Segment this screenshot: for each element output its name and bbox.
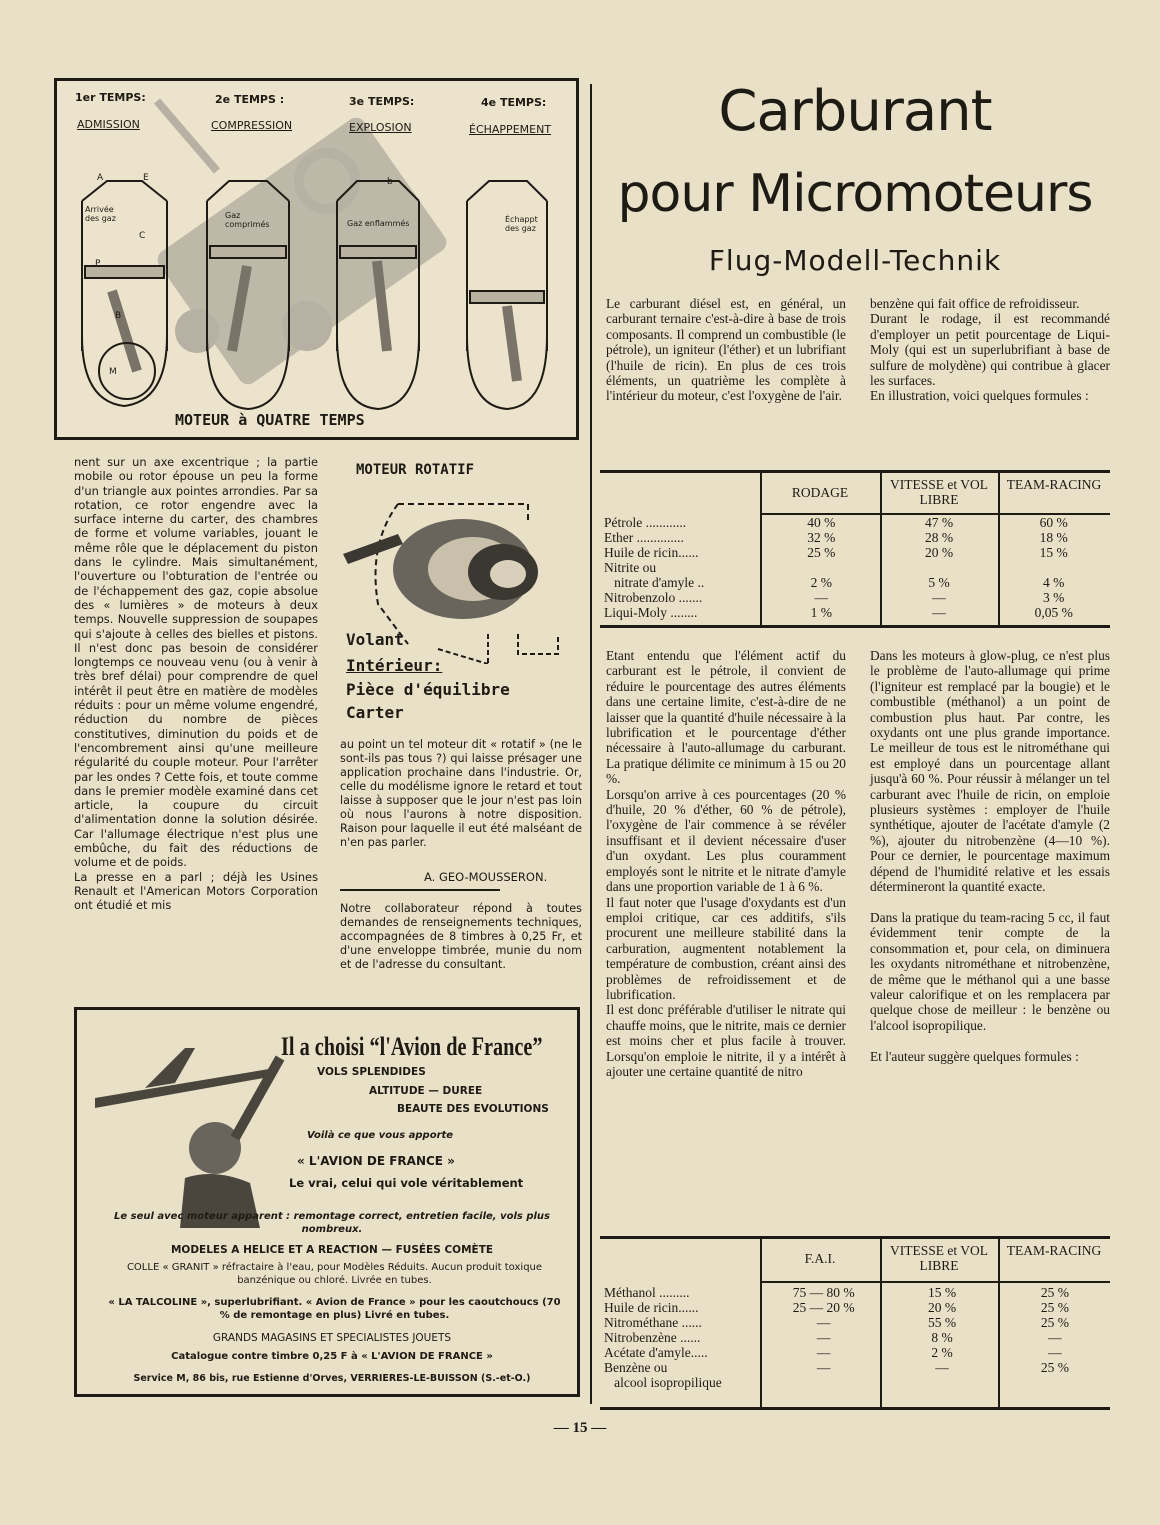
- article-title-line1: Carburant: [718, 79, 992, 144]
- stage-1-name: ADMISSION: [77, 118, 140, 131]
- four-stroke-diagram: [54, 78, 579, 440]
- table-row: [600, 1330, 1110, 1345]
- table-cell: 75 — 80 %: [792, 1285, 855, 1300]
- label-piece: Pièce d'équilibre: [346, 680, 510, 699]
- ad-line-vrai: Le vrai, celui qui vole véritablement: [289, 1176, 524, 1190]
- ad-headline: Il a choisi “l'Avion de France”: [281, 1032, 543, 1061]
- label-gaz-compresses: Gaz comprimés: [225, 211, 270, 229]
- stage-2-number: 2e TEMPS :: [215, 93, 285, 106]
- table-row: [600, 575, 1110, 590]
- table-cell: —: [816, 1345, 831, 1360]
- table2-bottom-rule: [600, 1407, 1110, 1410]
- table-cell: 0,05 %: [1034, 605, 1073, 620]
- ad-line-catalogue: Catalogue contre timbre 0,25 F à « L'AVION DE FRANCE »: [171, 1351, 493, 1362]
- table1-header-rodage: RODAGE: [791, 485, 849, 500]
- table-cell: 25 — 20 %: [792, 1300, 855, 1315]
- table-cell: 28 %: [924, 530, 954, 545]
- label-carter: Carter: [346, 703, 404, 722]
- body-column-1: Etant entendu que l'élément actif du carburant est le pétrole, il convient de réduire le pourcentage des autres éléments dans une certaine limite, c'est-à-dire de ne laisser que la quantité d'huile nécessaire à la lubrification et le pourcentage d'éther nécessaire à l'auto-allumage du carburant. La pratique délimite ce minimum à 15 ou 20 %. Lorsqu'on arrive à ces pourcentages (20 % d'huile, 20 % d'éther, 60 % de pétrole), l'oxygène de l'air commence à se révéler insuffisant et il devient nécessaire d'user d'un oxydant. Les plus couramment employés sont le nitrite et le nitrate d'amyle dans une proportion variable de 1 à 6 %. Il faut noter que l'usage d'oxydants est d'un emploi critique, car ces additifs, s'ils procurent une meilleure stabilité dans la carburation, augmentent notablement la température de combustion, créant ainsi des problèmes de refroidissement et de lubrification. Il est donc préférable d'utiliser le nitrate qui chauffe moins, que le nitrite, mais ce dernier est moins cher et plus facile à trouver. Lorsqu'on emploie le nitrite, il y a intérêt à ajouter une certaine quantité de nitro: [606, 648, 846, 1079]
- label-arrivee: Arrivée des gaz: [85, 205, 116, 223]
- table-row: [600, 1315, 1110, 1330]
- row-label: alcool isopropilique: [604, 1375, 722, 1390]
- table-cell: [881, 560, 998, 575]
- table-cell: —: [1048, 1345, 1062, 1360]
- table-cell: 2 %: [810, 575, 832, 590]
- label-C: C: [139, 231, 146, 241]
- ad-line-moteur: Le seul avec moteur apparent : remontage correct, entretien facile, vols plus nombreux.: [114, 1211, 550, 1235]
- left-column-text: nent sur un axe excentrique ; la partie mobile ou rotor épouse un peu la forme d'un triangle aux pointes arrondies. Par sa rotation, ce rotor engendre avec la surface interne du carter, des chambres de forme et volume variables, jouant le même rôle que le déplacement du piston dans le cylindre. Mais simultanément, l'ouverture ou l'obturation de l'entrée ou de l'échappement des gaz, copie absolue des « lumières » de moteurs à deux temps. Nouvelle suppression de soupapes qui s'ajoute à celles des bielles et pistons. Il n'est donc pas besoin de considérer longtemps ce nouveau venu (ou à venir à très bref délai) pour comprendre de quel intérêt il peut être en matière de modèles réduits : pour un même volume engendré, réduction du nombre de pièces constitutives, diminution du poids et de l'encombrement ainsi qu'une meilleure régularité du couple moteur. Pour l'arrêter par les ondes ? Cette fois, et toute comme dans le premier modèle examiné dans cet article, la coupure du circuit d'alimentation donne la solution désirée. Car l'allumage électrique n'est plus une embûche, du fait des réductions de volume et de poids. La presse en a parl ; déjà les Usines Renault et l'American Motors Corporation ont étudié et mis: [74, 455, 318, 913]
- middle-column-text: au point un tel moteur dit « rotatif » (ne le sont-ils pas tous ?) qui laisse présager une application prochaine dans l'industrie. Or, celle du modélisme ignore le retard et tout laisse à supposer que le jour n'est pas loin où nous l'aurons à notre disposition. Raison pour laquelle il eut été malséant de n'en pas parler.: [340, 738, 582, 849]
- table-cell: 40 %: [807, 515, 836, 530]
- label-E: E: [143, 173, 149, 183]
- table1-header-team: TEAM-RACING: [1006, 477, 1102, 492]
- table2: [600, 1239, 1110, 1407]
- article-subtitle: Flug-Modell-Technik: [708, 244, 1002, 277]
- table1-bottom-rule: [600, 625, 1110, 628]
- ad-line-voila: Voilà ce que vous apporte: [307, 1130, 454, 1141]
- row-label: nitrate d'amyle ..: [604, 575, 705, 590]
- table2-header-vitesse: VITESSE et VOL LIBRE: [890, 1243, 988, 1273]
- label-B: B: [115, 311, 122, 321]
- table-row: [600, 1360, 1110, 1375]
- ad-line-magasins: GRANDS MAGASINS ET SPECIALISTES JOUETS: [212, 1332, 452, 1344]
- table-cell: [763, 1375, 884, 1390]
- stage-4-number: 4e TEMPS:: [481, 96, 547, 109]
- table-row: [600, 590, 1110, 605]
- label-echappement: Échappt des gaz: [505, 215, 538, 233]
- table-cell: 25 %: [807, 545, 836, 560]
- table-cell: 8 %: [931, 1330, 953, 1345]
- row-label: Nitrobenzolo .......: [604, 590, 703, 605]
- row-label: Pétrole ............: [604, 515, 687, 530]
- ad-line-avion: « L'AVION DE FRANCE »: [297, 1154, 455, 1168]
- table-row: [600, 1285, 1110, 1300]
- ad-line-vols: VOLS SPLENDIDES: [317, 1066, 426, 1078]
- table-row: [600, 1300, 1110, 1315]
- table1-header-vitesse: VITESSE et VOL LIBRE: [890, 477, 988, 507]
- stage-1-number: 1er TEMPS:: [75, 91, 146, 104]
- table-row: [600, 515, 1110, 530]
- table-cell: —: [816, 1330, 831, 1345]
- stage-2-name: COMPRESSION: [211, 119, 293, 132]
- table-cell: 5 %: [928, 575, 950, 590]
- row-label: Acétate d'amyle.....: [604, 1345, 708, 1360]
- page-number: — 15 —: [553, 1420, 607, 1436]
- table-cell: —: [816, 1360, 831, 1375]
- table-cell: —: [932, 605, 946, 620]
- table-cell: 20 %: [927, 1300, 957, 1315]
- ad-line-colle: COLLE « GRANIT » réfractaire à l'eau, pour Modèles Réduits. Aucun produit toxique banzénique ou chloré. Livrée en tubes.: [126, 1262, 543, 1286]
- article-title-line2: pour Micromoteurs: [617, 164, 1093, 224]
- author-signature: A. GEO-MOUSSERON.: [424, 870, 548, 884]
- row-label: Huile de ricin......: [604, 545, 699, 560]
- table-row: [600, 1345, 1110, 1360]
- table-row: [600, 530, 1110, 545]
- label-interieur: Intérieur:: [346, 656, 443, 675]
- table-cell: 60 %: [1039, 515, 1068, 530]
- table-cell: 4 %: [1043, 575, 1065, 590]
- row-label: Huile de ricin......: [604, 1300, 699, 1315]
- intro-column-2: benzène qui fait office de refroidisseur. Durant le rodage, il est recommandé d'employer un petit pourcentage de Liqui-Moly (qui est un superlubrifiant à base de sulfure de molydène) qui contribue à glacer les surfaces. En illustration, voici quelques formules :: [870, 296, 1110, 404]
- table1: [600, 473, 1110, 625]
- watermark-logo: [154, 101, 451, 388]
- ad-line-altitude: ALTITUDE — DUREE: [369, 1085, 483, 1097]
- table-cell: —: [1048, 1330, 1062, 1345]
- table-cell: —: [935, 1360, 949, 1375]
- row-label: Benzène ou: [604, 1360, 668, 1375]
- table2-header-team: TEAM-RACING: [1006, 1243, 1102, 1258]
- ad-line-beaute: BEAUTE DES EVOLUTIONS: [397, 1103, 549, 1115]
- ad-line-talcoline: « LA TALCOLINE », superlubrifiant. « Avion de France » pour les caoutchoucs (70 % de remontage en plus) Livré en tubes.: [108, 1297, 561, 1321]
- table-cell: —: [814, 590, 829, 605]
- table-cell: 15 %: [927, 1285, 957, 1300]
- divider: [340, 889, 500, 891]
- stage-3-name: EXPLOSION: [349, 121, 412, 134]
- table-row: [600, 560, 1110, 575]
- intro-column-1: Le carburant diésel est, en général, un carburant ternaire c'est-à-dire à base de trois composants. Il comprend un combustible (le pétrole), un igniteur (l'éther) et un lubrifiant (l'huile de ricin). En plus de ces trois éléments, un quatrième les complète à l'intérieur du moteur, c'est l'oxygène de l'air.: [606, 296, 846, 404]
- table-row: [600, 1375, 1110, 1390]
- table1-body: [600, 515, 1110, 620]
- table-cell: 15 %: [1039, 545, 1068, 560]
- editor-note: Notre collaborateur répond à toutes demandes de renseignements techniques, accompagnées de 8 timbres à 0,25 Fr, et d'une enveloppe timbrée, munie du nom et de l'adresse du consultant.: [340, 902, 582, 971]
- table-cell: 18 %: [1039, 530, 1068, 545]
- table-cell: 55 %: [927, 1315, 957, 1330]
- table-cell: 1 %: [810, 605, 832, 620]
- ad-line-modeles: MODELES A HELICE ET A REACTION — FUSÉES COMÈTE: [170, 1244, 494, 1256]
- table-cell: [762, 560, 881, 575]
- table2-header-fai: F.A.I.: [804, 1251, 836, 1266]
- row-label: Ether ..............: [604, 530, 684, 545]
- table-cell: 25 %: [1040, 1360, 1069, 1375]
- table-cell: 25 %: [1040, 1285, 1069, 1300]
- rotary-engine-figure: [338, 458, 578, 738]
- table-cell: 47 %: [924, 515, 954, 530]
- ad-line-address: Service M, 86 bis, rue Estienne d'Orves, VERRIERES-LE-BUISSON (S.-et-O.): [133, 1373, 531, 1384]
- label-A: A: [97, 173, 104, 183]
- diagram-caption: MOTEUR à QUATRE TEMPS: [175, 411, 365, 429]
- table-cell: 2 %: [931, 1345, 953, 1360]
- label-gaz-enflammes: Gaz enflammés: [347, 219, 410, 228]
- label-b: b: [387, 177, 393, 187]
- row-label: Nitrobenzène ......: [604, 1330, 701, 1345]
- table-cell: —: [932, 590, 946, 605]
- stage-3-number: 3e TEMPS:: [349, 95, 415, 108]
- row-label: Méthanol .........: [604, 1285, 690, 1300]
- table-cell: [997, 560, 1110, 575]
- table-cell: 25 %: [1040, 1300, 1069, 1315]
- row-label: Liqui-Moly ........: [604, 605, 698, 620]
- table-cell: [884, 1375, 1000, 1390]
- row-label: Nitrométhane ......: [604, 1315, 702, 1330]
- table-row: [600, 605, 1110, 620]
- avion-de-france-advertisement: [74, 1007, 580, 1397]
- boy-with-plane-illustration: [85, 1028, 285, 1228]
- row-label: Nitrite ou: [604, 560, 657, 575]
- table-cell: 3 %: [1043, 590, 1065, 605]
- stage-4-name: ÉCHAPPEMENT: [469, 123, 552, 136]
- label-P: P: [95, 259, 101, 269]
- column-divider: [590, 84, 592, 1404]
- body-column-2: Dans les moteurs à glow-plug, ce n'est plus le problème de l'auto-allumage qui prime (l'igniteur est remplacé par la bougie) et le combustible (méthanol) a un point de combustion plus haut. Par contre, les oxydants ont une plus grande importance. Le meilleur de tous est le nitrométhane qui est employé dans un pourcentage allant jusqu'à 60 %. Pour réussir à mélanger un tel carburant avec l'huile de ricin, on emploie plusieurs systèmes : employer de l'huile synthétique, ajouter de l'acétate d'amyle (2 %), ajouter du nitrobenzène (4—10 %). Pour ce dernier, le pourcentage maximum dépend de l'humidité relative et les essais détermineront la quantité exacte. Dans la pratique du team-racing 5 cc, il faut évidemment tenir compte de la consommation et, pour cela, on diminuera les oxydants nitrométhane et nitrobenzène, de même que le méthanol qui a une basse valeur calorifique et on les remplacera par quelque chose de meilleur : le benzène ou l'alcool isopropilique. Et l'auteur suggère quelques formules :: [870, 648, 1110, 1064]
- table-cell: 20 %: [924, 545, 954, 560]
- table-cell: 25 %: [1040, 1315, 1069, 1330]
- table-cell: 32 %: [807, 530, 836, 545]
- rotary-title: MOTEUR ROTATIF: [356, 462, 475, 478]
- label-M: M: [109, 367, 117, 377]
- table-row: [600, 545, 1110, 560]
- table-cell: [1000, 1375, 1110, 1390]
- label-volant: Volant: [346, 630, 404, 649]
- table2-body: [600, 1285, 1110, 1390]
- table-cell: —: [816, 1315, 831, 1330]
